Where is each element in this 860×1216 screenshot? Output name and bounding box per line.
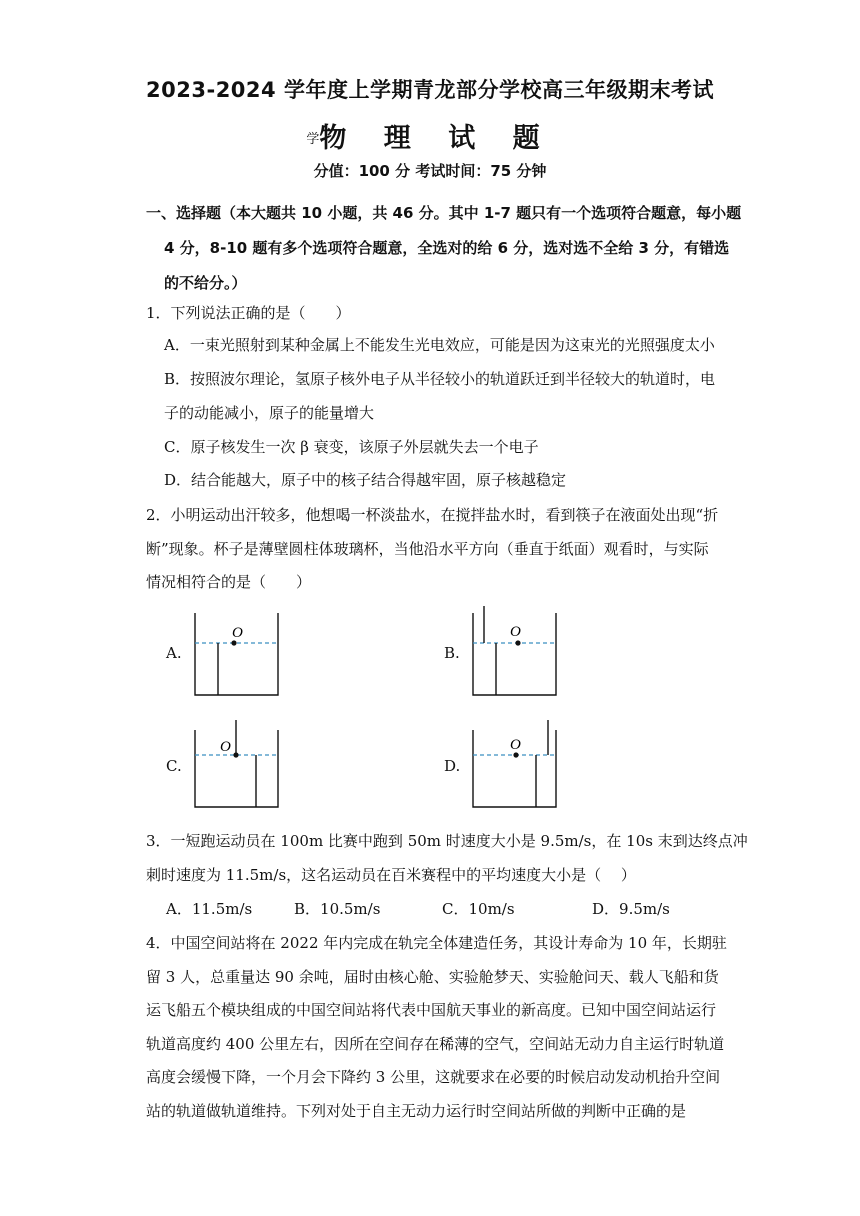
- q3-stem-line-1: 3．一短跑运动员在 100m 比赛中跑到 50m 时速度大小是 9.5m/s，在 10s 末到达终点冲: [146, 832, 748, 850]
- point-o-label: O: [510, 737, 521, 753]
- subject-title: [0, 116, 860, 155]
- q2-figure-b: [468, 602, 568, 703]
- q4-stem-line-6: 站的轨道做轨道维持。下列对处于自主无动力运行时空间站所做的判断中正确的是: [146, 1102, 687, 1120]
- q2-figure-a: [190, 608, 290, 703]
- q2-option-b-label: B.: [444, 644, 460, 662]
- q4-stem-line-3: 运飞船五个模块组成的中国空间站将代表中国航天事业的新高度。已知中国空间站运行: [146, 1001, 717, 1019]
- q2-option-c-label: C.: [166, 757, 182, 775]
- q1-option-b-line-2: 子的动能减小，原子的能量增大: [164, 404, 375, 422]
- q2-stem-line-1: 2．小明运动出汗较多，他想喝一杯淡盐水，在搅拌盐水时，看到筷子在液面处出现“折: [146, 506, 719, 524]
- q4-stem-line-1: 4．中国空间站将在 2022 年内完成在轨完全体建造任务，其设计寿命为 10 年，长期驻: [146, 934, 727, 952]
- subject-name: 物 理 试 题: [319, 123, 554, 154]
- exam-title: 2023-2024 学年度上学期青龙部分学校高三年级期末考试: [146, 78, 714, 102]
- q2-option-a-label: A.: [166, 644, 182, 662]
- q1-option-d: D．结合能越大，原子中的核子结合得越牢固，原子核越稳定: [164, 471, 567, 489]
- q4-stem-line-2: 留 3 人，总重量达 90 余吨，届时由核心舱、实验舱梦天、实验舱问天、载人飞船和货: [146, 968, 719, 986]
- q1-stem: 1．下列说法正确的是（ ）: [146, 304, 351, 322]
- section-instruction-line-1: 一、选择题（本大题共 10 小题，共 46 分。其中 1-7 题只有一个选项符合题意，每小题: [146, 204, 742, 222]
- point-o-label: O: [232, 625, 243, 641]
- point-o-label: O: [220, 739, 231, 755]
- q3-stem-line-2: 刺时速度为 11.5m/s，这名运动员在百米赛程中的平均速度大小是（ ）: [146, 866, 636, 884]
- subject-prefix: 学: [306, 132, 320, 147]
- q2-figure-c: [190, 715, 290, 810]
- q2-figure-d: [468, 715, 568, 810]
- q1-option-b-line-1: B．按照波尔理论，氢原子核外电子从半径较小的轨道跃迁到半径较大的轨道时，电: [164, 370, 716, 388]
- q4-stem-line-5: 高度会缓慢下降，一个月会下降约 3 公里，这就要求在必要的时候启动发动机抬升空间: [146, 1068, 721, 1086]
- q4-stem-line-4: 轨道高度约 400 公里左右，因所在空间存在稀薄的空气，空间站无动力自主运行时轨道: [146, 1035, 725, 1053]
- q3-option-b: B．10.5m/s: [294, 900, 381, 918]
- q2-option-d-label: D.: [444, 757, 461, 775]
- section-instruction-line-2: 4 分，8-10 题有多个选项符合题意，全选对的给 6 分，选对选不全给 3 分，有错选: [164, 239, 730, 257]
- q1-option-a: A．一束光照射到某种金属上不能发生光电效应，可能是因为这束光的光照强度太小: [164, 336, 715, 354]
- q2-stem-line-3: 情况相符合的是（ ）: [146, 573, 312, 591]
- q3-option-d: D．9.5m/s: [592, 900, 670, 918]
- q3-option-c: C．10m/s: [442, 900, 515, 918]
- point-o-label: O: [510, 624, 521, 640]
- q1-option-c: C．原子核发生一次 β 衰变，该原子外层就失去一个电子: [164, 438, 539, 456]
- q3-option-a: A．11.5m/s: [166, 900, 253, 918]
- section-instruction-line-3: 的不给分。）: [164, 274, 247, 292]
- score-info: 分值：100 分 考试时间：75 分钟: [313, 162, 547, 180]
- q2-stem-line-2: 断”现象。杯子是薄壁圆柱体玻璃杯，当他沿水平方向（垂直于纸面）观看时，与实际: [146, 540, 709, 558]
